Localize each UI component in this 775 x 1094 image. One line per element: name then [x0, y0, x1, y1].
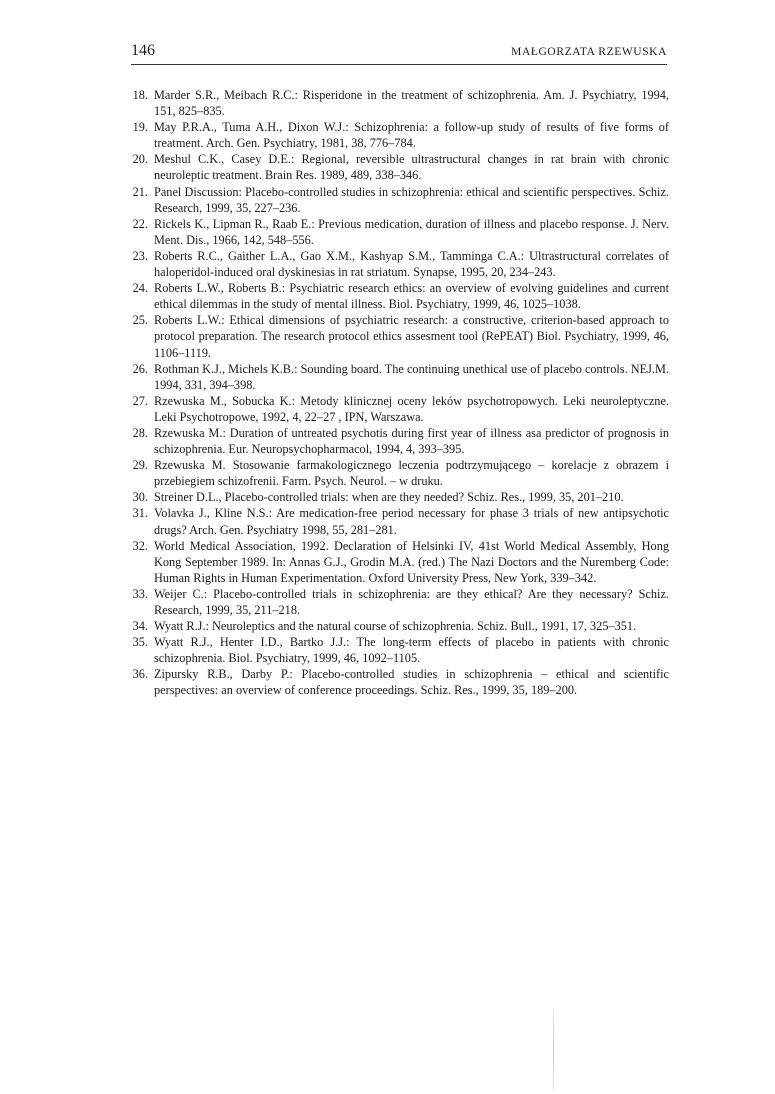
- reference-number: 24.: [132, 281, 148, 296]
- reference-text: Meshul C.K., Casey D.E.: Regional, reversible ultrastructural changes in rat brain with chronic neuroleptic treatment. Brain Res. 1989, 489, 338–346.: [154, 152, 669, 183]
- reference-item: [128, 457, 669, 489]
- reference-number: 33.: [132, 586, 148, 601]
- reference-number: 19.: [132, 120, 148, 135]
- reference-number: 28.: [132, 425, 148, 440]
- reference-text: Rzewuska M., Sobucka K.: Metody klinicznej oceny leków psychotropowych. Leki neuroleptyczne. Leki Psychotropowe, 1992, 4, 22–27 , IPN, Warszawa.: [154, 393, 669, 424]
- reference-item: [128, 425, 669, 457]
- reference-text: Zipursky R.B., Darby P.: Placebo-controlled studies in schizophrenia – ethical and scientific perspectives: an overview of conference proceedings. Schiz. Res., 1999, 35, 189–200.: [154, 667, 669, 698]
- reference-item: [128, 248, 669, 280]
- reference-number: 18.: [132, 88, 148, 102]
- reference-number: 22.: [132, 216, 148, 231]
- reference-item: [128, 216, 669, 248]
- reference-item: [128, 361, 669, 393]
- reference-item: [128, 393, 669, 425]
- reference-item: [128, 184, 669, 216]
- reference-item: [128, 312, 669, 360]
- reference-text: Volavka J., Kline N.S.: Are medication-free period necessary for phase 3 trials of new antipsychotic drugs? Arch. Gen. Psychiatry 1998, 55, 281–281.: [154, 506, 669, 537]
- reference-text: Wyatt R.J., Henter I.D., Bartko J.J.: The long-term effects of placebo in patients with chronic schizophrenia. Biol. Psychiatry, 1999, 46, 1092–1105.: [154, 635, 669, 666]
- reference-number: 26.: [132, 361, 148, 376]
- reference-item: [128, 538, 669, 586]
- reference-text: Roberts L.W.: Ethical dimensions of psychiatric research: a constructive, criterion-based approach to protocol preparation. The research protocol ethics assesment tool (RePEAT) Biol. Psychiatry, 1999, 46, 1106–1119.: [154, 313, 669, 360]
- reference-number: 35.: [132, 635, 148, 650]
- reference-text: Rzewuska M. Stosowanie farmakologicznego leczenia podtrzymującego – korelacje z obrazem i przebiegiem schizofrenii. Farm. Psych. Neurol. – w druku.: [154, 458, 669, 489]
- reference-item: [128, 634, 669, 666]
- scan-artifact-line: [553, 1008, 554, 1090]
- reference-list: [128, 87, 669, 699]
- reference-item: [128, 505, 669, 537]
- reference-item: [128, 151, 669, 183]
- reference-text: Roberts R.C., Gaither L.A., Gao X.M., Kashyap S.M., Tamminga C.A.: Ultrastructural correlates of haloperidol-induced oral dyskinesias in rat striatum. Synapse, 1995, 20, 234–243.: [154, 248, 669, 280]
- reference-item: [128, 280, 669, 312]
- reference-item: [128, 119, 669, 151]
- reference-item: [128, 586, 669, 618]
- reference-text: Rzewuska M.: Duration of untreated psychotis during first year of illness asa predictor of prognosis in schizophrenia. Eur. Neuropsychopharmacol, 1994, 4, 393–395.: [154, 425, 669, 457]
- reference-text: Streiner D.L., Placebo-controlled trials: when are they needed? Schiz. Res., 1999, 35, 201–210.: [154, 490, 624, 505]
- reference-item: [128, 618, 669, 634]
- reference-number: 29.: [132, 458, 148, 473]
- reference-number: 36.: [132, 667, 148, 682]
- reference-text: Wyatt R.J.: Neuroleptics and the natural course of schizophrenia. Schiz. Bull., 1991, 17, 325–351.: [154, 619, 637, 634]
- reference-number: 23.: [132, 248, 148, 263]
- reference-number: 21.: [132, 184, 148, 199]
- reference-text: Roberts L.W., Roberts B.: Psychiatric research ethics: an overview of evolving guidelines and current ethical dilemmas in the study of mental illness. Biol. Psychiatry, 1999, 46, 1025–1038.: [154, 281, 669, 312]
- page-header: [131, 42, 667, 65]
- reference-text: Rothman K.J., Michels K.B.: Sounding board. The continuing unethical use of placebo controls. NEJ.M. 1994, 331, 394–398.: [154, 361, 669, 392]
- reference-text: World Medical Association, 1992. Declaration of Helsinki IV, 41st World Medical Assembly, Hong Kong September 1989. In: Annas G.J., Grodin M.A. (red.) The Nazi Doctors and the Nuremberg Code: Human Rights in Human Experimentation. Oxford University Press, New York, 339–342.: [154, 538, 669, 585]
- reference-number: 31.: [132, 506, 148, 521]
- reference-item: [128, 87, 669, 119]
- page-number: 146: [131, 42, 155, 59]
- reference-number: 25.: [132, 313, 148, 328]
- reference-text: Rickels K., Lipman R., Raab E.: Previous medication, duration of illness and placebo response. J. Nerv. Ment. Dis., 1966, 142, 548–556.: [154, 216, 669, 247]
- reference-text: Marder S.R., Meibach R.C.: Risperidone in the treatment of schizophrenia. Am. J. Psychiatry, 1994, 151, 825–835.: [154, 88, 669, 119]
- reference-number: 27.: [132, 393, 148, 408]
- reference-text: Panel Discussion: Placebo-controlled studies in schizophrenia: ethical and scientific perspectives. Schiz. Research, 1999, 35, 227–236.: [154, 184, 669, 215]
- reference-number: 30.: [132, 490, 148, 505]
- reference-item: [128, 489, 669, 505]
- reference-item: [128, 666, 669, 698]
- reference-number: 34.: [132, 619, 148, 634]
- reference-text: May P.R.A., Tuma A.H., Dixon W.J.: Schizophrenia: a follow-up study of results of five forms of treatment. Arch. Gen. Psychiatry, 1981, 38, 776–784.: [154, 120, 669, 151]
- reference-text: Weijer C.: Placebo-controlled trials in schizophrenia: are they ethical? Are they necessary? Schiz. Research, 1999, 35, 211–218.: [154, 586, 669, 617]
- reference-number: 32.: [132, 538, 148, 553]
- reference-number: 20.: [132, 152, 148, 167]
- running-head-author: MAŁGORZATA RZEWUSKA: [511, 46, 667, 58]
